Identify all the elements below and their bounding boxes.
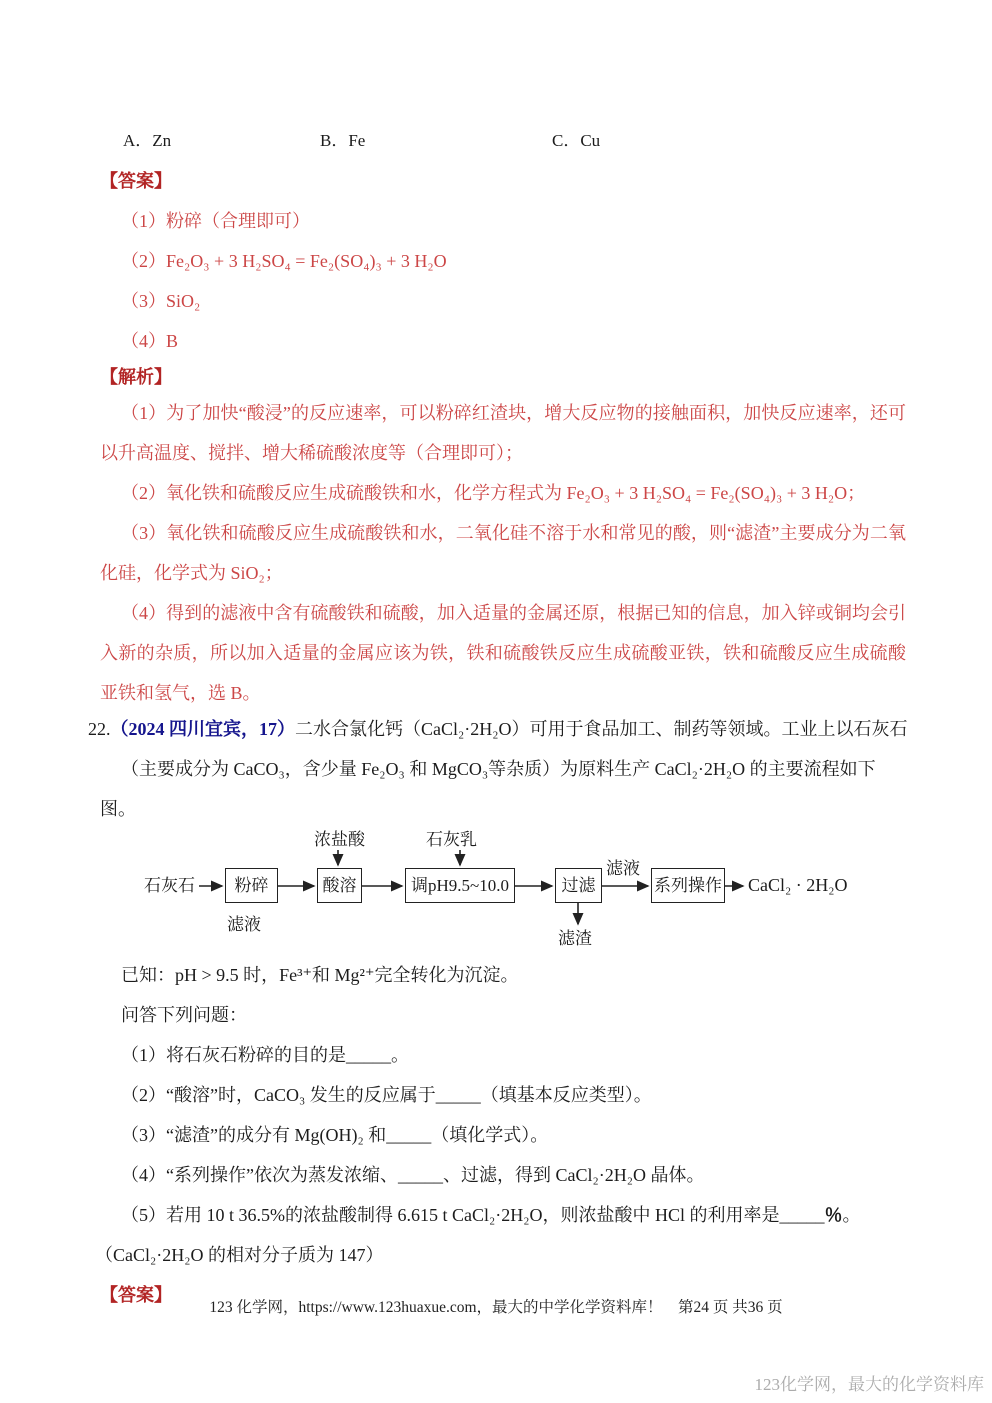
answer-section-header: 【答案】 [100,171,172,191]
flowchart-start-limestone: 石灰石 [144,876,195,895]
sub-question-5-text: （5）若用 10 t 36.5%的浓盐酸制得 6.615 t CaCl₂·2H₂O，则浓盐酸中 HCl 的利用率是_____ [121,1205,825,1225]
flowchart-residue-label: 滤渣 [558,929,592,948]
page-content [88,0,908,1315]
answer-item-2: （2）Fe₂O₃ + 3 H₂SO₄ = Fe₂(SO₄)₃ + 3 H₂O [121,251,447,271]
option-row [100,121,906,161]
known-condition: 已知：pH > 9.5 时，Fe³⁺和 Mg²⁺完全转化为沉淀。 [121,965,519,985]
sub-question-2: （2）“酸溶”时，CaCO₃ 发生的反应属于_____（填基本反应类型）。 [121,1085,652,1105]
analysis-para-1: （1）为了加快“酸浸”的反应速率，可以粉碎红渣块，增大反应物的接触面积，加快反应速率，还可以升高温度、搅拌、增大稀硫酸浓度等（合理即可）； [100,403,906,463]
answer-section-header-2: 【答案】 [100,1285,172,1305]
flowchart-box-series-operations: 系列操作 [651,868,725,903]
flowchart-box-filter: 过滤 [555,868,602,903]
question-22-intro-text: 二水合氯化钙（CaCl₂·2H₂O）可用于食品加工、制药等领域。工业上以石灰石 [295,719,908,739]
answer-item-3: （3）SiO₂ [121,291,201,311]
flowchart-product: CaCl₂ · 2H₂O [748,875,848,895]
flowchart-box-crush: 粉碎 [225,868,278,903]
question-22-intro-line2: （主要成分为 CaCO₃，含少量 Fe₂O₃ 和 MgCO₃等杂质）为原料生产 CaCl₂·2H₂O 的主要流程如下图。 [100,759,876,819]
molar-mass-note: （CaCl₂·2H₂O 的相对分子质为 147） [95,1245,384,1265]
question-22-number: 22. [88,719,111,739]
sub-question-5 [100,1195,906,1235]
sub-question-1: （1）将石灰石粉碎的目的是_____。 [121,1045,409,1065]
watermark: 123化学网，最大的化学资料库 [754,1375,984,1394]
question-22-intro-line1 [88,709,906,749]
process-flowchart [100,829,906,955]
sub-question-4: （4）“系列操作”依次为蒸发浓缩、_____、过滤，得到 CaCl₂·2H₂O 晶体。 [121,1165,705,1185]
flowchart-filtrate-under-crush: 滤液 [227,915,261,934]
option-a: A．Zn [123,131,172,150]
analysis-para-3: （3）氧化铁和硫酸反应生成硫酸铁和水，二氧化硅不溶于水和常见的酸，则“滤渣”主要成分为二氧化硅，化学式为 SiO₂； [100,523,906,583]
option-b: B．Fe [320,131,366,150]
analysis-para-4: （4）得到的滤液中含有硫酸铁和硫酸，加入适量的金属还原，根据已知的信息，加入锌或铜均会引入新的杂质，所以加入适量的金属应该为铁，铁和硫酸铁反应生成硫酸亚铁，铁和硫酸反应生成硫酸亚铁和氢气，选 B。 [100,603,906,703]
answer-item-4: （4）B [121,331,179,351]
question-prompt: 问答下列问题： [121,1005,247,1025]
option-c: C．Cu [552,131,601,150]
flowchart-input-lime-milk: 石灰乳 [426,830,477,849]
sub-question-5-period: 。 [842,1205,861,1225]
flowchart-box-adjust-ph: 调pH9.5~10.0 [405,868,515,903]
sub-question-5-percent: ％ [824,1205,843,1225]
analysis-section-header: 【解析】 [100,367,172,387]
flowchart-filtrate-label: 滤液 [606,859,640,878]
flowchart-box-acid-dissolve: 酸溶 [317,868,362,903]
question-22-source: （2024 四川宜宾，17） [110,719,295,739]
answer-item-1: （1）粉碎（合理即可） [121,211,310,231]
flowchart-input-conc-hcl: 浓盐酸 [314,830,365,849]
page-footer: 123 化学网，https://www.123huaxue.com，最大的中学化学资料库！ 第24 页 共36 页 [209,1299,783,1316]
analysis-para-2: （2）氧化铁和硫酸反应生成硫酸铁和水，化学方程式为 Fe₂O₃ + 3 H₂SO₄ = Fe₂(SO₄)₃ + 3 H₂O； [121,483,866,503]
sub-question-3: （3）“滤渣”的成分有 Mg(OH)₂ 和_____（填化学式）。 [121,1125,549,1145]
